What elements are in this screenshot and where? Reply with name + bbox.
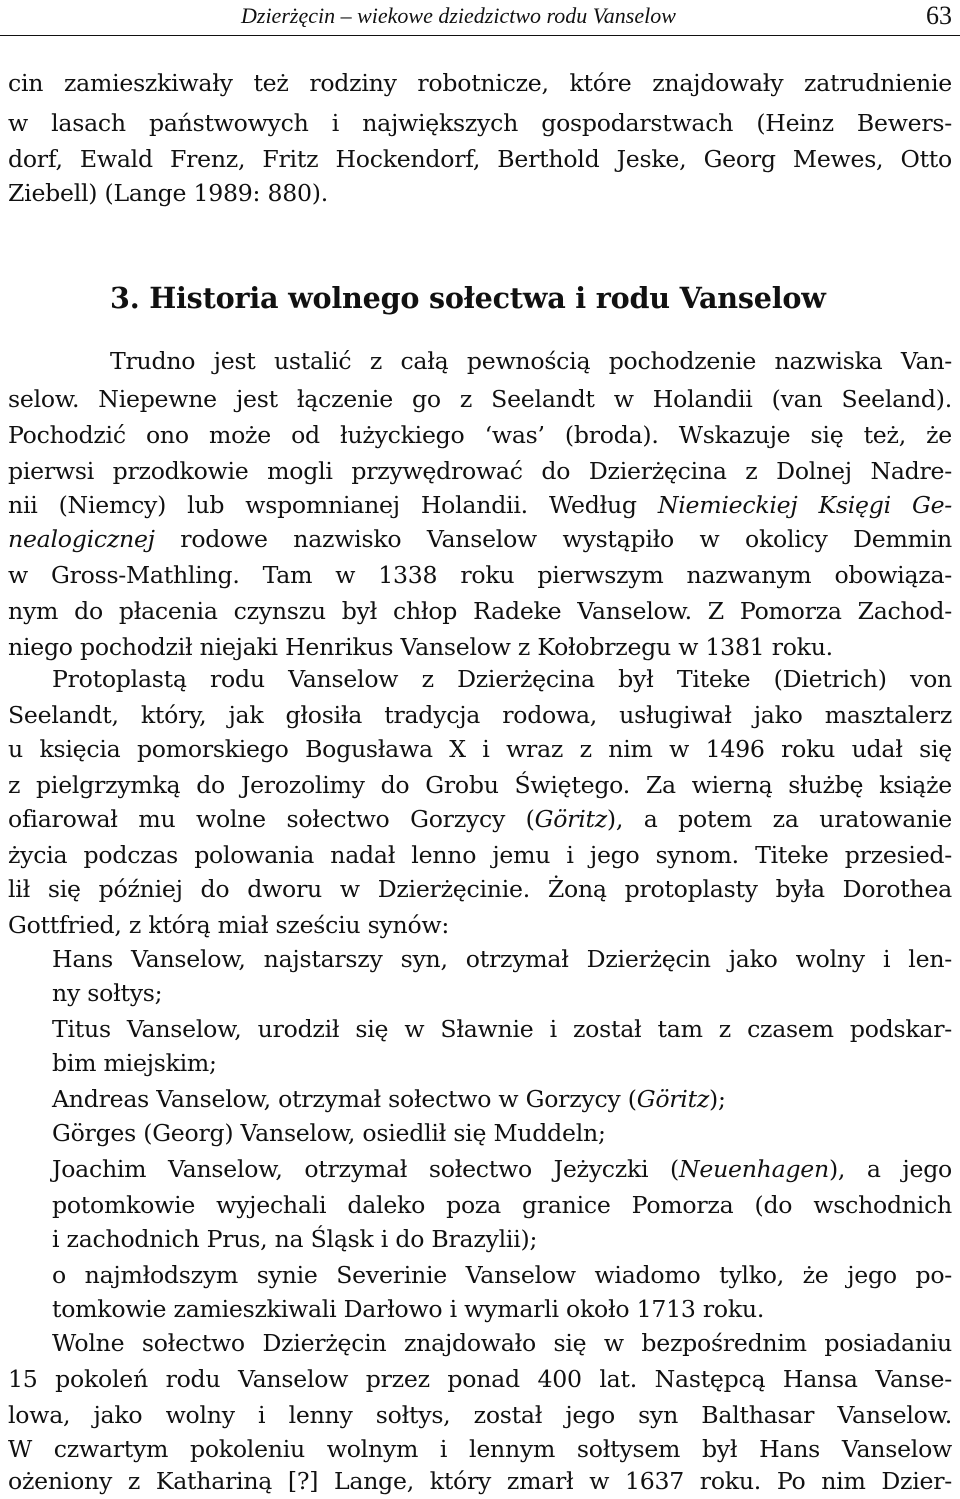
text-segment: i zachodnich Prus, na Śląsk i do Brazylii); [52,1225,538,1253]
section-heading: 3. Historia wolnego sołectwa i rodu Vanselow [110,281,826,315]
text-segment: ); [709,1085,726,1113]
text-segment: 15 pokoleń rodu Vanselow przez ponad 400 lat. Następcą Hansa Vanse- [8,1365,952,1393]
italic-text: Göritz [636,1085,710,1113]
text-line [8,1398,952,1433]
text-line [8,106,952,141]
text-line [8,1362,952,1397]
text-line [8,176,952,211]
text-segment: selow. Niepewne jest łączenie go z Seelandt w Holandii (van Seeland). [8,385,952,413]
text-segment: Titus Vanselow, urodził się w Sławnie i został tam z czasem podskar- [52,1015,952,1043]
text-segment: bim miejskim; [52,1049,217,1077]
text-segment: z pielgrzymką do Jerozolimy do Grobu Świętego. Za wierną służbę książe [8,771,952,799]
header-rule [0,35,960,36]
text-line [8,768,952,803]
text-segment: lowa, jako wolny i lenny sołtys, został jego syn Balthasar Vanselow. [8,1401,952,1429]
text-segment: ofiarował mu wolne sołectwo Gorzycy ( [8,805,535,833]
text-line [52,1188,952,1223]
text-segment: lił się później do dworu w Dzierżęcinie. Żoną protoplasty była Dorothea [8,875,952,903]
running-head [0,0,960,36]
text-line [52,1222,952,1257]
text-line [8,382,952,417]
text-segment: u księcia pomorskiego Bogusława X i wraz z nim w 1496 roku udał się [8,735,952,763]
italic-text: Göritz [534,805,607,833]
text-line [8,66,952,101]
text-segment: nym do płacenia czynszu był chłop Radeke Vanselow. Z Pomorza Zachod- [8,597,952,625]
text-line [8,732,952,767]
text-segment: rodowe nazwisko Vanselow wystąpiło w okolicy Demmin [154,525,952,553]
text-segment: Pochodzić ono może od łużyckiego ‘was’ (broda). Wskazuje się też, że [8,421,952,449]
text-segment: w lasach państwowych i największych gospodarstwach (Heinz Bewers- [8,109,952,137]
text-line [52,1258,952,1293]
text-segment: Trudno jest ustalić z całą pewnością pochodzenie nazwiska Van- [110,347,952,375]
text-line [52,976,952,1011]
text-segment: W czwartym pokoleniu wolnym i lennym sołtysem był Hans Vanselow [8,1435,952,1463]
text-line [8,908,952,943]
text-segment: Seelandt, który, jak głosiła tradycja rodowa, usługiwał jako masztalerz [8,701,952,729]
text-line [8,1464,952,1499]
text-line [8,838,952,873]
text-line [52,942,952,977]
text-segment: ożeniony z Kathariną [?] Lange, który zmarł w 1637 roku. Po nim Dzier- [8,1467,952,1495]
text-line [52,1082,952,1117]
text-segment: ), a jego [828,1155,952,1183]
text-segment: tomkowie zamieszkiwali Darłowo i wymarli około 1713 roku. [52,1295,765,1323]
text-segment: dorf, Ewald Frenz, Fritz Hockendorf, Berthold Jeske, Georg Mewes, Otto [8,145,952,173]
text-line [110,344,952,379]
text-segment: Gottfried, z którą miał sześciu synów: [8,911,450,939]
text-line [52,1046,952,1081]
italic-text: Niemieckiej Księgi Ge- [657,491,952,519]
text-line [8,630,952,665]
text-segment: ), a potem za uratowanie [606,805,952,833]
text-segment: niego pochodził niejaki Henrikus Vanselow z Kołobrzegu w 1381 roku. [8,633,833,661]
text-segment: nii (Niemcy) lub wspomnianej Holandii. Według [8,491,658,519]
text-segment: cin zamieszkiwały też rodziny robotnicze, które znajdowały zatrudnienie [8,69,952,97]
text-line [8,802,952,837]
text-segment: pierwsi przodkowie mogli przywędrować do Dzierżęcina z Dolnej Nadre- [8,457,952,485]
text-line [52,1012,952,1047]
text-line [52,1326,952,1361]
italic-text: Neuenhagen [678,1155,829,1183]
text-segment: Görges (Georg) Vanselow, osiedlił się Muddeln; [52,1119,606,1147]
text-segment: Protoplastą rodu Vanselow z Dzierżęcina był Titeke (Dietrich) von [52,665,952,693]
text-line [8,418,952,453]
text-line [8,558,952,593]
running-title: Dzierżęcin – wiekowe dziedzictwo rodu Vanselow [241,3,676,28]
text-line [8,488,952,523]
text-line [8,522,952,557]
page-number: 63 [926,1,952,30]
text-line [8,698,952,733]
text-line [52,662,952,697]
text-segment: w Gross-Mathling. Tam w 1338 roku pierwszym nazwanym obowiąza- [8,561,952,589]
text-line [8,1432,952,1467]
text-segment: życia podczas polowania nadał lenno jemu i jego synom. Titeke przesied- [8,841,952,869]
text-segment: potomkowie wyjechali daleko poza granice Pomorza (do wschodnich [52,1191,952,1219]
text-segment: Andreas Vanselow, otrzymał sołectwo w Gorzycy ( [52,1085,637,1113]
italic-text: nealogicznej [8,525,155,553]
text-line [8,872,952,907]
text-line [8,142,952,177]
text-line [52,1152,952,1187]
text-line [52,1116,952,1151]
text-segment: Hans Vanselow, najstarszy syn, otrzymał Dzierżęcin jako wolny i len- [52,945,952,973]
text-segment: Wolne sołectwo Dzierżęcin znajdowało się w bezpośrednim posiadaniu [52,1329,952,1357]
text-segment: o najmłodszym synie Severinie Vanselow wiadomo tylko, że jego po- [52,1261,952,1289]
text-line [8,594,952,629]
text-line [52,1292,952,1327]
text-segment: Joachim Vanselow, otrzymał sołectwo Jeżyczki ( [52,1155,679,1183]
text-segment: Ziebell) (Lange 1989: 880). [8,179,328,207]
text-segment: ny sołtys; [52,979,163,1007]
text-line [8,454,952,489]
